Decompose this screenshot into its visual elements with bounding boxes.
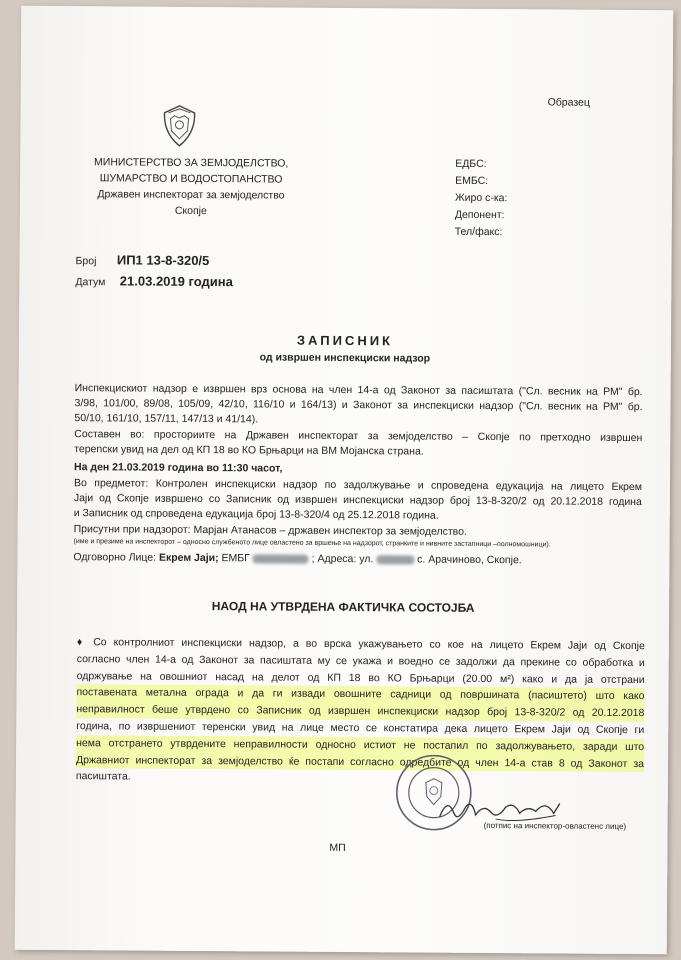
redacted-address xyxy=(376,555,414,564)
present-footnote: (име и презиме на инспекторот – односно службеното лице овластено за вршење на надзорот, странките и нивните застапници –полномошници). xyxy=(73,538,551,549)
date-value: 21.03.2019 година xyxy=(119,273,233,290)
number-label: Број xyxy=(75,255,97,268)
text-line: 3/98, 101/00, 89/08, 105/09, 42/10, 116/10 и 164/13) и Законот за инспекциски надзор ("Сл. весник на РМ" бр. xyxy=(74,397,643,414)
ministry-name-line2: ШУМАРСТВО И ВОДОСТОПАНСТВО xyxy=(99,172,283,186)
date-row xyxy=(75,272,233,291)
edbs-label: ЕДБС: xyxy=(455,157,487,170)
text-line: Присутни при надзорот: Марјан Атанасов – државен инспектор за земјоделство. xyxy=(73,523,467,538)
redacted-embg xyxy=(253,554,309,563)
text-line: На ден 21.03.2019 година во 11:30 часот, xyxy=(74,461,283,475)
text-line: година, по извршениот теренски увид на лице место се констатира дека лицето Екрем Јаји од Скопје ги xyxy=(76,720,645,737)
text-line: 50/10, 161/10, 157/11, 147/13 и 41/14). xyxy=(74,412,259,426)
document-title: ЗАПИСНИК xyxy=(296,332,394,349)
tel-fax-label: Тел/факс: xyxy=(454,225,503,239)
form-label: Образец xyxy=(547,96,590,109)
signature-caption: (потпис на инспектор-овластенс лице) xyxy=(483,820,627,831)
responsible-label: Одговорно Лице: xyxy=(73,551,157,564)
text-line: терenски увид на дел од КП 18 во КО Брњарци на ВМ Мојанска страна. xyxy=(74,443,424,458)
text-line: Составен во: просториите на Државен инспекторат за земјоделство – Скопје по претходно извршен xyxy=(74,428,643,445)
text-line: Инспекцискиот надзор е извршен врз основа на член 14-а од Законот за пасиштата ("Сл. весник на РМ" бр. xyxy=(74,382,643,399)
number-value: ИП1 13-8-320/5 xyxy=(116,252,210,269)
text-line: пасиштата. xyxy=(75,770,131,783)
coat-of-arms-icon xyxy=(160,103,198,149)
seal-placeholder: МП xyxy=(329,841,346,855)
document-subtitle: од извршен инспекциски надзор xyxy=(259,351,431,365)
text-line: поставената метална ограда и да ги извади овошните садници од површината (пасиштето) што како xyxy=(76,685,644,706)
text-line: неправилност беше утврдено со Записник од извршен инспекциски надзор број 13-8-320/2 од 20.12.2018 xyxy=(76,701,644,722)
text-line: одржување на овошниот насад на делот од КП 18 во КО Брњарци (20.00 м²) како и да ја отстрани xyxy=(76,669,645,686)
city-name: Скопје xyxy=(174,204,207,218)
reference-number-row xyxy=(75,251,209,270)
date-label: Датум xyxy=(75,276,106,289)
legal-basis-paragraph xyxy=(74,381,642,430)
ministry-block xyxy=(88,154,294,219)
text-line: Државниот инспекторат за земјоделство ќе постапи согласно одредбите од член 14-а став 8 од Законот за xyxy=(76,752,644,773)
document-page xyxy=(15,6,674,955)
text-line: Јаји од Скопје извршено со Записник од извршен инспекциски надзор број 13-8-320/2 од 20.12.2018 година xyxy=(73,492,642,509)
subject-paragraph xyxy=(74,476,642,525)
account-label: Жиро с-ка: xyxy=(454,191,508,205)
text-line: Во предметот: Контролен инспекциски надзор по задолжување и спроведена едукација на лицето Екрем xyxy=(73,477,642,494)
responsible-name: Екрем Јаји; xyxy=(158,551,219,565)
address-label: ; Адреса: ул. xyxy=(311,552,374,566)
text-line: нема отстрането утврдените неправилности односно истиот не постапил по задолжувањето, заради што xyxy=(76,735,644,756)
inspectorate-name: Државен инспекторат за земјоделство xyxy=(97,188,285,202)
location-paragraph xyxy=(74,427,642,461)
bullet: ♦ xyxy=(76,636,87,649)
responsible-person-line xyxy=(73,551,521,566)
findings-heading: НАОД НА УТВРДЕНА ФАКТИЧКА СОСТОЈБА xyxy=(211,599,475,615)
findings-paragraph xyxy=(76,634,645,789)
embg-label: ЕМБГ xyxy=(221,552,250,565)
registry-fields xyxy=(455,156,508,241)
depositor-label: Депонент: xyxy=(454,208,505,222)
embs-label: ЕМБС: xyxy=(455,174,489,187)
ministry-name-line1: МИНИСТЕРСТВО ЗА ЗЕМЈОДЕЛСТВО, xyxy=(94,156,289,170)
address-rest: с. Арачиново, Скопје. xyxy=(417,553,522,567)
text-line: и Записник од спроведена едукација број 13-8-320/4 од 25.12.2018 година. xyxy=(73,507,439,522)
text-line: согласно член 14-а од Законот за пасиштата му се укажа и воедно се задолжи да прекине со обработка и xyxy=(76,652,645,669)
line-segment: Со контролниот инспекциски надзор, а во врска укажувањето со кое на лицето Екрем Јаји од Скопје xyxy=(93,636,645,653)
